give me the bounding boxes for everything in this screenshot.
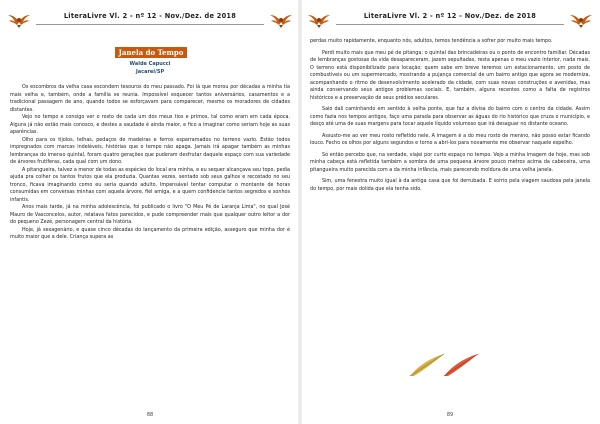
right-page-body (310, 38, 590, 193)
paragraph: Só então percebo que, na verdade, viajei por curto espaço no tempo. Vejo a minha imagem de hoje, mas sob minha cabeça está refletida também a sombra de uma pequena árvore pouco metros acima da cabeceira, uma pitangueira muito parecida com a da minha infância, mais parecendo moldura de uma velha janela. (310, 151, 590, 173)
article-author: Walde Capucci (129, 61, 171, 67)
paragraph: Os escombros da velha casa escondem tesouros do meu passado. Foi lá que morou por décadas a minha tia mais velha e, também, onde a família se reunia. Impossível esquecer tantos aniversários, casamentos e a tradicional passagem de ano, quando todos se esforçavam para comparecer, mesmo os moradores de cidades distantes. (10, 84, 290, 113)
paragraph: Saio dali caminhando em sentido à velha ponte, que faz a divisa do bairro com o centro da cidade. Assim como fazia nos tempos antigos, faço uma parada para observar as águas do rio histórico que cruza o município, e desço até uma de suas margens para tocar aquele líquido volumoso que irá desaguar no distante oceano. (310, 106, 590, 127)
article-title: Janela do Tempo (115, 47, 187, 58)
paragraph: Sim, uma fenestra muito igual à da antiga casa que foi derrubada. E sorrio pela viagem saudosa pela janela do tempo, por mais dolida que ela tenha sido. (310, 178, 590, 192)
right-page (308, 0, 592, 424)
paragraph: A pitangueira, talvez a menor de todas as espécies do local era minha, e eu sequer alcançava seu topo, pedia ajuda pra colher os tantos frutos que ela produzia. Quantas vezes, sentado sob seus galhos e recostado no seu tronco, ficava imaginando como eu seria quando adulto. Impensável tentar computar o montante de horas consumidas em conversas minhas com aquela árvore, fiel amiga, e a quem confidencie tantos segredos e sonhos infantis. (10, 166, 290, 203)
paragraph: perdas muito rapidamente, enquanto nós, adultos, temos tendência a sofrer por muito mais tempo. (310, 38, 553, 44)
header-rule (36, 24, 264, 25)
page-gutter (298, 0, 302, 424)
bird-logo-icon (570, 8, 592, 28)
paragraph: Olho para os tijolos, telhas, pedaços de madeiras e ferros esparramados no terreno vazio. Estão todos impregnados com marcas indeléveis, histórias que o tempo não apaga. Jamais irá apagar também as minhas lembranças do imenso quintal, foram quatro gerações que puderam desfrutar daquele espaço com sua variedade de árvores frutíferas, cada qual com um dono. (10, 136, 290, 165)
paragraph: Perdi muito mais que meu pé de pitanga; o quintal das brincadeiras ou o ponto de encontro familiar. Décadas de lembranças gostosas da vida desapareceram, jazem sepultadas, resta apenas o meu vazio interior, nada mais. O terreno está disponibilizado para locação; quem sabe em breve teremos um estacionamento, um posto de combustíveis ou um supermercado, mostrando a pujança comercial de um bairro antigo que agora se moderniza, acompanhando o ritmo de desenvolvimento acelerado da cidade, com suas novas construções e avenidas, mas ainda conservando seus antigos problemas sociais. E, também, alguns recentes como a falta de registros históricos e a preservação de seus prédios seculares. (310, 49, 590, 101)
header-title: LiteraLivre Vl. 2 - nº 12 - Nov./Dez. de 2018 (63, 12, 237, 20)
bird-logo-icon (270, 8, 292, 28)
feathers-icon (404, 352, 484, 378)
paragraph: Hoje, já sexagenário, e quase cinco décadas do lançamento da primeira edição, asseguro que minha dor é muito maior que a dele. Criança supera as (10, 226, 290, 240)
left-page-header (8, 6, 292, 28)
paragraph: Anos mais tarde, já na minha adolescência, foi publicado o livro "O Meu Pé de Laranja Lima", no qual José Mauro de Vasconcelos, autor, relatava fatos parecidos, e pude compreender mais que qualquer outro leitor a dor do pequeno Zezé, personagem central da história. (10, 204, 290, 225)
right-page-header (308, 6, 592, 28)
left-page-body (10, 84, 290, 242)
page-number: 88 (146, 412, 154, 418)
header-rule (336, 24, 564, 25)
page-number: 89 (446, 412, 454, 418)
bird-logo-icon (308, 8, 330, 28)
article-location: Jacareí/SP (135, 69, 165, 75)
paragraph: Vejo no tempo e consigo ver o rosto de cada um dos meus tios e primos, tal como eram em cada época. Alguns já não estão mais conosco, e destes a saudade é ainda maior, e fico a imaginar como seriam hoje as suas aparências. (10, 114, 290, 135)
left-page (8, 0, 292, 424)
bird-logo-icon (8, 8, 30, 28)
header-title: LiteraLivre Vl. 2 - nº 12 - Nov./Dez. de 2018 (363, 12, 537, 20)
paragraph: Assusto-me ao ver meu rosto refletido nele, A imagem é a do meu rosto de menino, não posso estar ficando louco. Fecho os olhos por alguns segundos e torno a abri-los para novamente me observar naquele espelho. (310, 132, 590, 146)
